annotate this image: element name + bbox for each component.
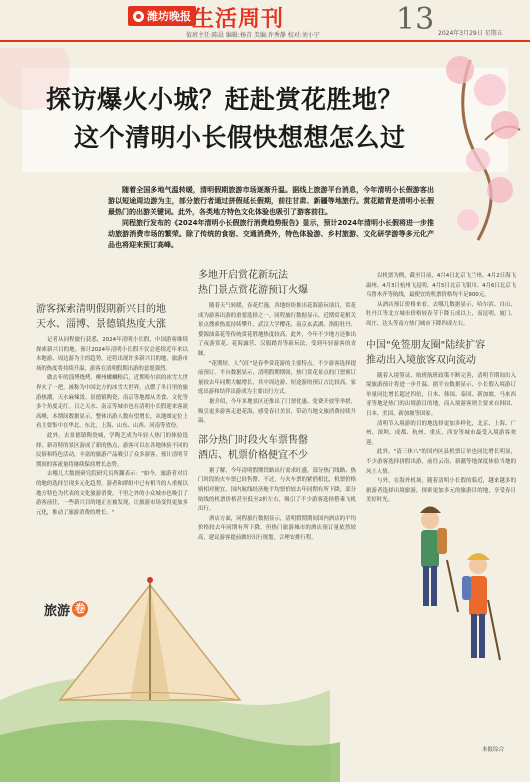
travel-tag <box>44 600 88 618</box>
article-column-2 <box>198 268 356 760</box>
article-paragraph: 做去年的淄博烧烤、柳州螺蛳粉后，近期哈尔滨的冰雪大世界火了一把，被称为中国北方的冰雪大世界，点燃了冬日里的旅游热潮。天水麻辣烫、景德镇陶瓷、南京等地都从美食、文化等多个角度走红。日之天水、南京等城市也在清明小长假迎来客流高峰，本期间数据显示，整体出游人数有望增长，从地图定位上看主要集中在华北、东北，上海、山东、山西、河南等省份。 <box>36 375 188 430</box>
section-heading <box>36 302 188 332</box>
masthead-divider <box>0 40 530 42</box>
article-paragraph: 随着入境签证、航班航班政策不断完善，清明节期间出入境旅游预计将进一步升温。据平台数据显示，小长假入境游订单量同比增长超过四倍，日本、韩国、泰国、新加坡、马来西亚等地是热门的出境游目的地，而入境游客则主要来自韩国、日本、美国、新加坡等国家。 <box>366 372 516 417</box>
lead-paragraphs <box>108 185 434 251</box>
headline-line-1: 探访爆火小城？赶赴赏花胜地？ <box>46 85 404 114</box>
section-title: 中国"免签朋友圈"陆续扩容 <box>366 339 486 351</box>
article-paragraph: 据了解，今年清明假期铁路出行需求旺盛，部分热门线路、热门时段的火车票已经售罄。不过，与火车票的紧俏相比，机票价格则相对便宜，国内航线经济舱平均票价较去年同期有所下降，部分航线的机票价格甚至低至2折左右，吸引了不少游客选择搭乘飞机出行。 <box>198 467 356 513</box>
article-paragraph: 酒店方面，同程旅行数据显示，清明假期期间国内酒店的平均价格较去年同期有所下降，但热门旅游城市的酒店预订量依然较高，建议游客提前做好出行规划，合理安排行程。 <box>198 515 356 541</box>
article-paragraph: 清明节入境游的目的地选择更加多样化，北京、上海、广州、深圳、成都、杭州、重庆、西安等城市最受入境游客欢迎。 <box>366 420 516 446</box>
section-subtitle: 热门景点赏花游预订火爆 <box>198 285 308 296</box>
travel-tag-label: 旅游 <box>44 603 71 619</box>
article-paragraph: 以机票为例，截至目前，4月4日北京飞兰州、4月2日海飞温州、4月3日杭州飞昆明、4月5日北京飞银川、4月6日北京飞乌鲁木齐等航线，最便宜的机票价格均不足900元。 <box>366 273 516 299</box>
section-subtitle: 推动出入境旅客双向流动 <box>366 354 476 366</box>
lead-paragraph: 随着全国多地气温转暖，清明假期旅游市场逐渐升温。据线上旅游平台消息，今年清明小长假游客出游以短途周边游为主，部分旅行者通过拼假延长假期，前往甘肃、新疆等地旅行。赏花踏青是清明小长假最热门的出游关键词。此外，各类地方特色文化体验也吸引了游客前往。 <box>108 186 434 216</box>
source-credit: 本报综合 <box>482 747 505 753</box>
section-heading <box>366 338 516 368</box>
section-title: 游客探索清明假期新兴目的地 <box>36 304 166 315</box>
article-paragraph: 此外，去景德镇陶瓷城，学陶艺成为年轻人热门的体验选择，新奇特的景区游成了新的热点，游客可以在各地体验不同的民俗和特色活动，丰富的旅游产品吸引了众多游客，预计清明节期间的客流量将继续保持增长态势。 <box>36 432 188 468</box>
article-paragraph: 从酒店预订价格来看，去哪儿数据显示，哈尔滨、自山、牡丹江等北方城市价格较春节下降五成以上，而昆明、厦门、周庄、达头等南方热门城市下降四成左右。 <box>366 301 516 327</box>
section-heading <box>198 433 356 463</box>
staff-credits: 值班主任:陈晨 编辑:杨青 美编:许秀静 校对:刘小宁 <box>186 32 320 39</box>
article-paragraph: 记者从同程旅行获悉，2024年清明小长假，中国游客继续探索新兴目的地。预计2024年清明小长假不仅会延续近年来以本地游、周边游为主的趋势，还将出现许多新兴目的地，旅游市场的热度将持续升温，游客在清明假期出游的意愿强烈。 <box>36 337 188 372</box>
article-paragraph: 与外，在海外机场，随着清明小长假的临近，越来越多的旅游者选择出境旅游，探索更加多元的旅游目的地，享受春日美好时光。 <box>366 478 516 504</box>
article-paragraph: "花期短、人气旺"是春季赏花游的主要特点，不少游客选择提前预订。平台数据显示，清明假期期间，热门赏花景点的门票预订量较去年同期大幅增长，其中周边游、短途游的预订占比较高，家庭出游和结伴出游成为主要出行方式。 <box>198 360 356 396</box>
section-name: 生活周刊 <box>192 7 285 32</box>
section-subtitle: 酒店、机票价格便宜不少 <box>198 449 308 461</box>
section-title: 多地开启赏花新玩法 <box>198 270 288 281</box>
paper-name: 潍坊晚报 <box>147 10 191 23</box>
article-paragraph: 去哪儿大数据研究院研究员所翻表示："如今，旅游者对目的地的选择呈现多元化趋势，游者和群组中已有相当的人重视以地方特色为代表的文化旅游消费，千里之外的小众城市也吸引了游客前往，一些新兴目的地正在被发现，让旅游市场变得更加多元化，推动了旅游消费的增长。" <box>36 471 188 516</box>
masthead <box>0 0 530 48</box>
article-paragraph: 据介绍，今年多地景区还推出了门票优惠、免费开放等举措，吸引更多游客走进花海，感受春日美景，带动当地文旅消费持续升温。 <box>198 398 356 425</box>
headline-line-2: 这个清明小长假快想想怎么过 <box>74 123 406 152</box>
travel-tag-badge: 卷 <box>72 601 88 617</box>
article-paragraph: 随着天气转暖，春花烂漫，各地纷纷推出花海游玩项目，赏花成为游客出游的重要选择之一。同程旅行数据显示，近期赏花相关景点搜索热度持续攀升，武汉大学樱花、南京玄武湖、洛阳牡丹、婺源油菜花等传统赏花胜地热度较高。此外，今年不少地方还推出了夜游赏花、花海露营、汉服踏青等新玩法，受到年轻游客的青睐。 <box>198 303 356 357</box>
section-title: 部分热门时段火车票售罄 <box>198 434 308 446</box>
lead-paragraph: 同程旅行发布的《2024年清明小长假旅行消费趋势报告》显示，预计2024年清明小长假将进一步推动旅游消费市场的繁荣。除了传统的食宿、交通消费外，特色体验游、乡村旅游、文化研学游等多元化产品也将迎来预订高峰。 <box>108 219 434 249</box>
section-heading <box>198 268 356 298</box>
paper-logo-icon <box>133 11 144 22</box>
article-column-3 <box>366 272 516 762</box>
section-subtitle: 天水、淄博、景德镇热度大涨 <box>36 319 166 330</box>
issue-date: 2024年3月29日 星期五 <box>438 30 503 37</box>
paper-logo <box>128 6 196 26</box>
article-paragraph: 此外，"清三休八"的国内区县机票订单也同比增长明显，不少游客选择拼假出游，前往云南、新疆等地深度体验当地的风土人情。 <box>366 449 516 475</box>
page-number: 13 <box>396 2 435 37</box>
